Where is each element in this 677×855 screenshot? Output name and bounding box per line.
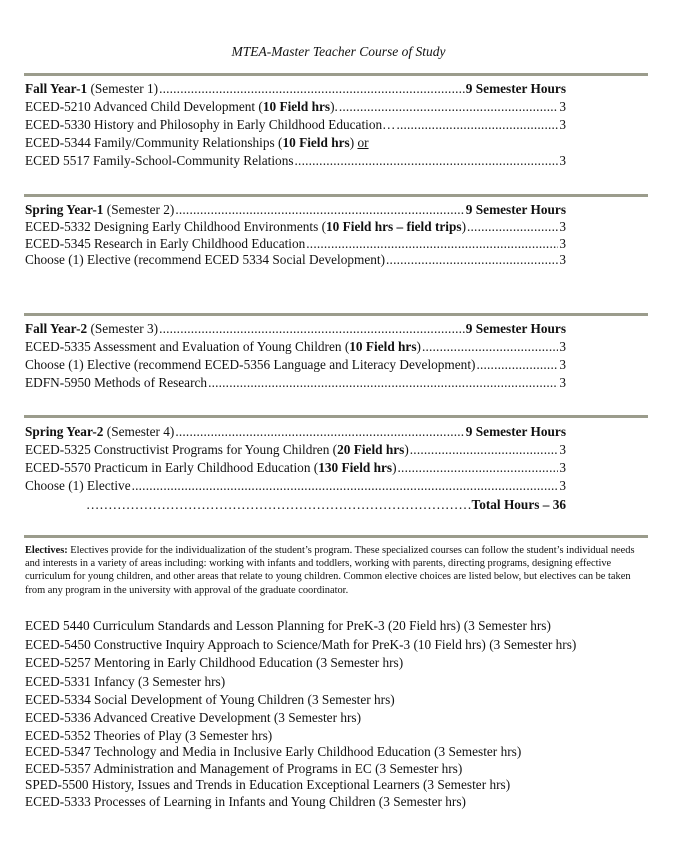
semester-heading (25, 423, 566, 441)
semester-number: (Semester 1) (87, 81, 159, 96)
section-divider (24, 313, 648, 316)
dot-leader (86, 496, 472, 514)
or-connector: or (357, 135, 369, 150)
elective-item: ECED 5440 Curriculum Standards and Lesson Planning for PreK-3 (20 Field hrs) (3 Semester hrs) (25, 618, 551, 633)
course-credits: 3 (559, 219, 566, 234)
elective-item: ECED-5450 Constructive Inquiry Approach to Science/Math for PreK-3 (10 Field hrs) (3 Semester hrs) (25, 637, 577, 652)
course-title: ECED-5335 Assessment and Evaluation of Young Children ( (25, 339, 350, 354)
dot-leader (396, 116, 558, 134)
dot-leader (398, 459, 559, 477)
semester-fall-year-2 (25, 320, 566, 392)
course-credits: 3 (559, 442, 566, 457)
course-title: Choose (1) Elective (recommend ECED 5334 Social Development) (25, 252, 386, 267)
course-title: ECED-5325 Constructivist Programs for Young Children ( (25, 442, 338, 457)
course-title: ECED-5330 History and Philosophy in Early Childhood Education… (25, 117, 396, 132)
section-divider (24, 415, 648, 418)
semester-number: (Semester 4) (103, 424, 175, 439)
semester-spring-year-1 (25, 201, 566, 269)
dot-leader (159, 320, 465, 338)
semester-heading (25, 201, 566, 219)
semester-hours: 9 Semester Hours (465, 321, 566, 336)
course-row (25, 338, 566, 356)
course-credits: 3 (559, 478, 566, 493)
course-title: ECED-5344 Family/Community Relationships ( (25, 135, 283, 150)
dot-leader (295, 152, 559, 170)
dot-leader (208, 374, 558, 392)
course-credits: 3 (559, 117, 566, 132)
section-divider (24, 535, 648, 538)
course-title: ECED-5570 Practicum in Early Childhood Education ( (25, 460, 319, 475)
semester-name: Fall Year-2 (25, 321, 88, 336)
course-credits: 3 (559, 252, 566, 267)
course-row (25, 252, 566, 269)
field-hours: 10 Field hrs – field trips (326, 219, 462, 234)
semester-hours: 9 Semester Hours (465, 81, 566, 96)
dot-leader (339, 98, 559, 116)
course-title: Choose (1) Elective (25, 478, 131, 493)
course-row (25, 477, 566, 495)
course-row (25, 116, 566, 134)
elective-item: ECED-5333 Processes of Learning in Infants and Young Children (3 Semester hrs) (25, 793, 466, 809)
semester-number: (Semester 2) (103, 202, 175, 217)
course-row (25, 459, 566, 477)
course-credits: 3 (559, 375, 566, 390)
course-title-end: ) (416, 339, 421, 354)
field-hours: 10 Field hrs (349, 339, 417, 354)
elective-item: ECED-5331 Infancy (3 Semester hrs) (25, 673, 226, 689)
field-hours: 20 Field hrs (337, 442, 405, 457)
dot-leader (422, 338, 558, 356)
course-row (25, 219, 566, 236)
course-row (25, 98, 566, 116)
course-row (25, 374, 566, 392)
course-credits: 3 (559, 153, 566, 168)
semester-number: (Semester 3) (87, 321, 159, 336)
course-title-end: ) (349, 135, 358, 150)
dot-leader (467, 219, 558, 236)
dot-leader (175, 201, 464, 219)
course-title: ECED-5345 Research in Early Childhood Education (25, 235, 306, 251)
section-divider (24, 73, 648, 76)
course-title: Choose (1) Elective (recommend ECED-5356 Language and Literacy Development) (25, 357, 476, 372)
total-hours: Total Hours – 36 (471, 497, 566, 512)
elective-item: ECED-5357 Administration and Management of Programs in EC (3 Semester hrs) (25, 760, 463, 776)
course-title-end: ). (330, 99, 338, 114)
dot-leader (410, 441, 559, 459)
semester-name: Spring Year-1 (25, 202, 104, 217)
semester-fall-year-1 (25, 80, 566, 170)
course-title: ECED-5332 Designing Early Childhood Environments ( (25, 219, 326, 234)
dot-leader (386, 252, 558, 269)
course-credits: 3 (559, 357, 566, 372)
dot-leader (159, 80, 465, 98)
semester-spring-year-2 (25, 423, 566, 495)
electives-label: Electives: (25, 545, 68, 556)
elective-item: ECED-5347 Technology and Media in Inclusive Early Childhood Education (3 Semester hrs) (25, 744, 522, 759)
course-credits: 3 (559, 339, 566, 354)
dot-leader (476, 356, 558, 374)
course-credits: 3 (559, 460, 566, 475)
course-title: EDFN-5950 Methods of Research (25, 375, 208, 390)
course-row (25, 152, 566, 170)
course-title: ECED-5210 Advanced Child Development ( (25, 99, 263, 114)
semester-name: Fall Year-1 (25, 81, 88, 96)
course-title-end: ) (461, 219, 466, 234)
semester-hours: 9 Semester Hours (465, 202, 566, 217)
course-credits: 3 (559, 99, 566, 114)
course-title: ECED 5517 Family-School-Community Relations (25, 153, 294, 168)
field-hours: 10 Field hrs (262, 99, 331, 114)
dot-leader (132, 477, 559, 495)
course-credits: 3 (559, 235, 566, 251)
course-row (25, 134, 566, 152)
dot-leader (306, 236, 558, 253)
elective-item: ECED-5352 Theories of Play (3 Semester hrs) (25, 727, 273, 743)
elective-item: ECED-5334 Social Development of Young Children (3 Semester hrs) (25, 692, 395, 707)
section-divider (24, 194, 648, 197)
field-hours: 10 Field hrs (282, 135, 350, 150)
field-hours: 130 Field hrs (318, 460, 393, 475)
electives-text: Electives provide for the individualization of the student’s program. These specialized courses can follow the student’s individual needs and interests in a variety of areas including: working with infants and toddlers, working with parents, directing programs, designing effective curriculum for young children, and other areas that relate to young children. Common elective choices are listed below, but electives can be taken from any program in the university with approval of the graduate coordinator. (25, 545, 635, 596)
semester-heading (25, 80, 566, 98)
electives-list (25, 618, 665, 810)
course-row (25, 441, 566, 459)
course-row (25, 356, 566, 374)
semester-name: Spring Year-2 (25, 424, 104, 439)
elective-item: SPED-5500 History, Issues and Trends in Education Exceptional Learners (3 Semester hrs) (25, 777, 511, 792)
dot-leader (175, 423, 464, 441)
semester-heading (25, 320, 566, 338)
elective-item: ECED-5336 Advanced Creative Development (3 Semester hrs) (25, 710, 362, 725)
document-title: MTEA-Master Teacher Course of Study (231, 44, 446, 59)
total-hours-row (86, 496, 566, 514)
course-row (25, 236, 566, 253)
elective-item: ECED-5257 Mentoring in Early Childhood Education (3 Semester hrs) (25, 655, 404, 670)
course-title-end: ) (404, 442, 409, 457)
course-title-end: ) (392, 460, 397, 475)
electives-description (25, 544, 645, 597)
semester-hours: 9 Semester Hours (465, 424, 566, 439)
